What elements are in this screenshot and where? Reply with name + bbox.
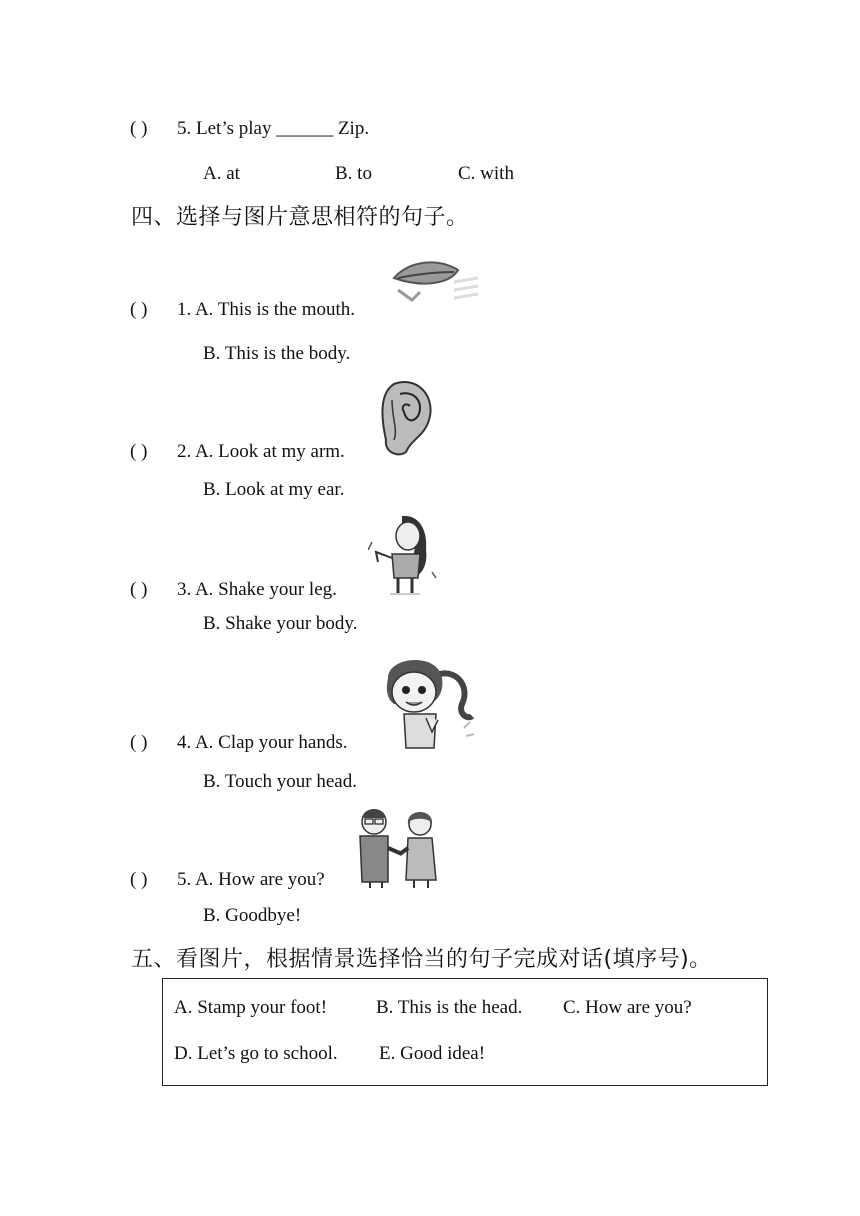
girl-shaking-picture	[368, 512, 438, 596]
question-text: 5. Let’s play ______ Zip.	[177, 118, 370, 139]
options-box	[162, 978, 768, 1086]
option-c: C. with	[458, 163, 514, 184]
handshake-picture	[354, 804, 450, 888]
answer-blank[interactable]: ( )	[130, 118, 148, 139]
option-b-text: B. This is the body.	[203, 343, 351, 364]
answer-blank[interactable]: ( )	[130, 579, 148, 600]
box-option-b: B. This is the head.	[376, 997, 523, 1018]
section-heading: 五、看图片，根据情景选择恰当的句子完成对话(填序号)。	[131, 947, 712, 972]
answer-blank[interactable]: ( )	[130, 869, 148, 890]
ear-picture	[376, 378, 436, 458]
option-a: A. at	[203, 163, 240, 184]
answer-blank[interactable]: ( )	[130, 441, 148, 462]
answer-blank[interactable]: ( )	[130, 299, 148, 320]
option-a-text: 5. A. How are you?	[177, 869, 325, 890]
option-b: B. to	[335, 163, 372, 184]
option-a-text: 1. A. This is the mouth.	[177, 299, 356, 320]
option-b-text: B. Shake your body.	[203, 613, 358, 634]
box-option-a: A. Stamp your foot!	[174, 997, 328, 1018]
answer-blank[interactable]: ( )	[130, 732, 148, 753]
option-b-text: B. Goodbye!	[203, 905, 302, 926]
option-a-text: 3. A. Shake your leg.	[177, 579, 337, 600]
girl-clapping-picture	[378, 648, 478, 750]
option-a-text: 4. A. Clap your hands.	[177, 732, 348, 753]
option-a-text: 2. A. Look at my arm.	[177, 441, 345, 462]
box-option-d: D. Let’s go to school.	[174, 1043, 338, 1064]
section-heading: 四、选择与图片意思相符的句子。	[131, 205, 469, 230]
option-b-text: B. Touch your head.	[203, 771, 357, 792]
box-option-c: C. How are you?	[563, 997, 692, 1018]
mouth-picture	[388, 256, 492, 312]
box-option-e: E. Good idea!	[379, 1043, 486, 1064]
option-b-text: B. Look at my ear.	[203, 479, 345, 500]
